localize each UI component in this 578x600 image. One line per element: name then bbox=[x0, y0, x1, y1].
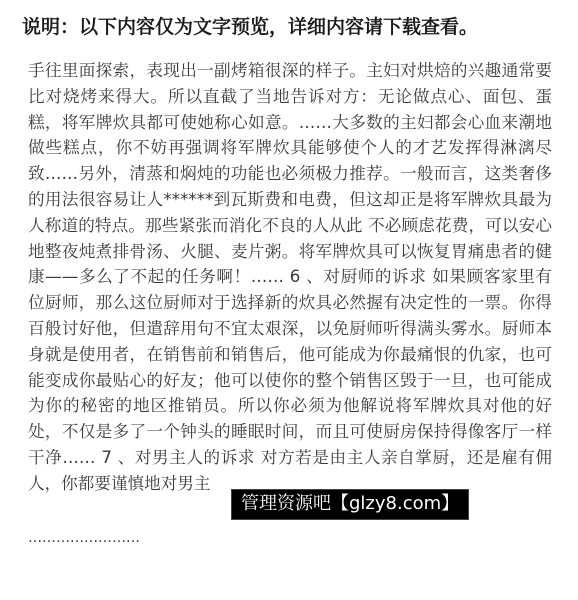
watermark-banner: 管理资源吧【glzy8.com】 bbox=[231, 489, 469, 520]
preview-notice: 说明：以下内容仅为文字预览，详细内容请下载查看。 bbox=[22, 16, 479, 38]
ellipsis-continuation: …………………… bbox=[28, 530, 140, 546]
document-body-text: 手往里面探索，表现出一副烤箱很深的样子。主妇对烘焙的兴趣通常要比对烧烤来得大。所以直截了当地告诉对方：无论做点心、面包、蛋糕，将军牌炊具都可使她称心如意。……大多数的主妇都会心血来潮地做些糕点，你不妨再强调将军牌炊具能够使个人的才艺发挥得淋漓尽致……另外，清蒸和焖炖的功能也必须极力推荐。一般而言，这类奢侈的用法很容易让人******到瓦斯费和电费，但这却正是将军牌炊具最为人称道的特点。那些紧张而消化不良的人从此 不必顾虑花费，可以安心地整夜炖煮排骨汤、火腿、麦片粥。将军牌炊具可以恢复胃痛患者的健康——多么了不起的任务啊！…… 6 、对厨师的诉求 如果顾客家里有位厨师，那么这位厨师对于选择新的炊具必然握有决定性的一票。你得百般讨好他，但遣辞用句不宜太艰深，以免厨师听得满头雾水。厨师本身就是使用者，在销售前和销售后，他可能成为你最痛恨的仇家，也可能变成你最贴心的好友；他可以使你的整个销售区毁于一旦，也可能成为你的秘密的地区推销员。所以你必须为他解说将军牌炊具对他的好处，不仅是多了一个钟头的睡眠时间，而且可使厨房保持得像客厅一样干净…… 7 、对男主人的诉求 对方若是由主人亲自掌厨，还是雇有佣人，你都要谨慎地对男主 bbox=[28, 61, 552, 493]
